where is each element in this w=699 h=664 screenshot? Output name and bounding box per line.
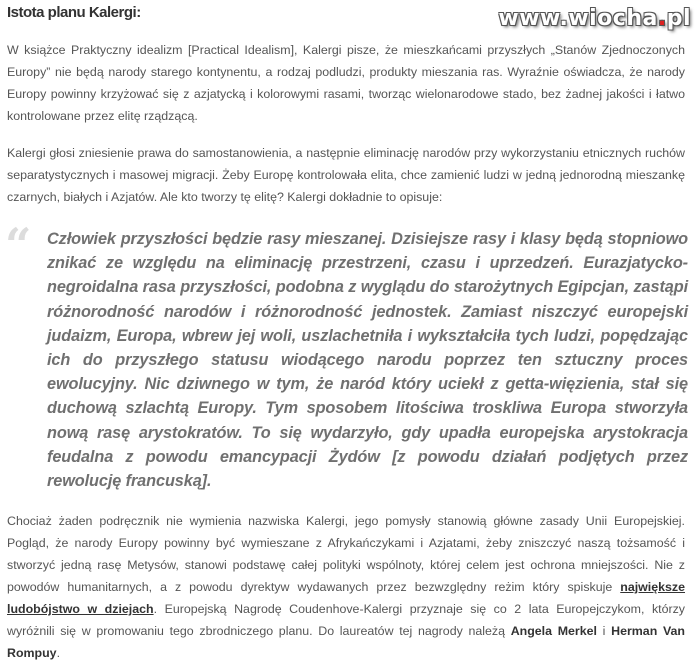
paragraph-text: . Europejską Nagrodę Coudenhove-Kalergi przyznaje się co 2 lata Europejczykom, którzy wyróżnili się w promowaniu tego zbrodniczego planu. Do laureatów tej nagrody należą: [7, 602, 685, 638]
paragraph-text: .: [56, 646, 61, 660]
laureate-name: Herman Van Rompuy: [7, 624, 686, 660]
laureate-name: Angela Merkel: [510, 624, 597, 638]
section-heading: Istota planu Kalergi:: [7, 4, 141, 21]
site-watermark-logo: www.wiocha.pl: [498, 6, 691, 31]
blockquote: Człowiek przyszłości będzie rasy mieszanej. Dzisiejsze rasy i klasy będą stopniowo znikać ze względu na eliminację przestrzeni, czasu i uprzedzeń. Eurazjatycko-negroidalna rasa przyszłości, podobna z wyglądu do starożytnych Egipcjan, zastąpi różnorodność narodów i różnorodność jednostek. Zamiast niszczyć europejski judaizm, Europa, wbrew jej woli, uszlachetniła i wykształciła tych ludzi, popędzając ich do przyszłego statusu wiodącego narodu poprzez ten sztuczny proces ewolucyjny. Nic dziwnego w tym, że naród który uciekł z getta-więzienia, stał się duchową szlachtą Europy. Tym sposobem litościwa troskliwa Europa stworzyła nową rasę arystokratów. To się wydarzyło, gdy upadła europejska arystokracja feudalna z powodu emancypacji Żydów [z powodu działań podjętych przez rewolucję francuską].: [47, 230, 688, 491]
paragraph-european-union: [7, 510, 685, 664]
paragraph-text: Chociaż żaden podręcznik nie wymienia nazwiska Kalergi, jego pomysły stanowią główne zasady Unii Europejskiej. Pogląd, że narody Europy powinny być wymieszane z Afrykańczykami i Azjatami, żeby zniszczyć naszą tożsamość i stworzyć jedną rasę Metysów, stanowi podstawę całej polityki wspólnoty, której celem jest ochrona mniejszości. Nie z powodów humanitarnych, a z powodu dyrektyw wydawanych przez bezwzględny reżim który spiskuje: [7, 514, 685, 594]
quote-mark-icon: “: [5, 218, 32, 272]
paragraph-text: i: [596, 624, 612, 638]
paragraph-self-determination: Kalergi głosi zniesienie prawa do samostanowienia, a następnie eliminację narodów przy wykorzystaniu etnicznych ruchów separatystycznych i masowej migracji. Żeby Europę kontrolowała elita, chce zamienić ludzi w jedną jednorodną mieszankę czarnych, białych i Azjatów. Ale kto tworzy tę elitę? Kalergi dokładnie to opisuje:: [7, 146, 685, 204]
genocide-link[interactable]: największe ludobójstwo w dziejach: [7, 580, 685, 616]
paragraph-intro: W książce Praktyczny idealizm [Practical Idealism], Kalergi pisze, że mieszkańcami przyszłych „Stanów Zjednoczonych Europy” nie będą narody starego kontynentu, a rodzaj podludzi, produkty mieszania ras. Wyraźnie oświadcza, że narody Europy powinny krzyżować się z azjatycką i kolorowymi rasami, tworząc wielonarodowe stado, bez żadnej jakości i łatwo kontrolowane przez elitę rządzącą.: [7, 43, 685, 123]
